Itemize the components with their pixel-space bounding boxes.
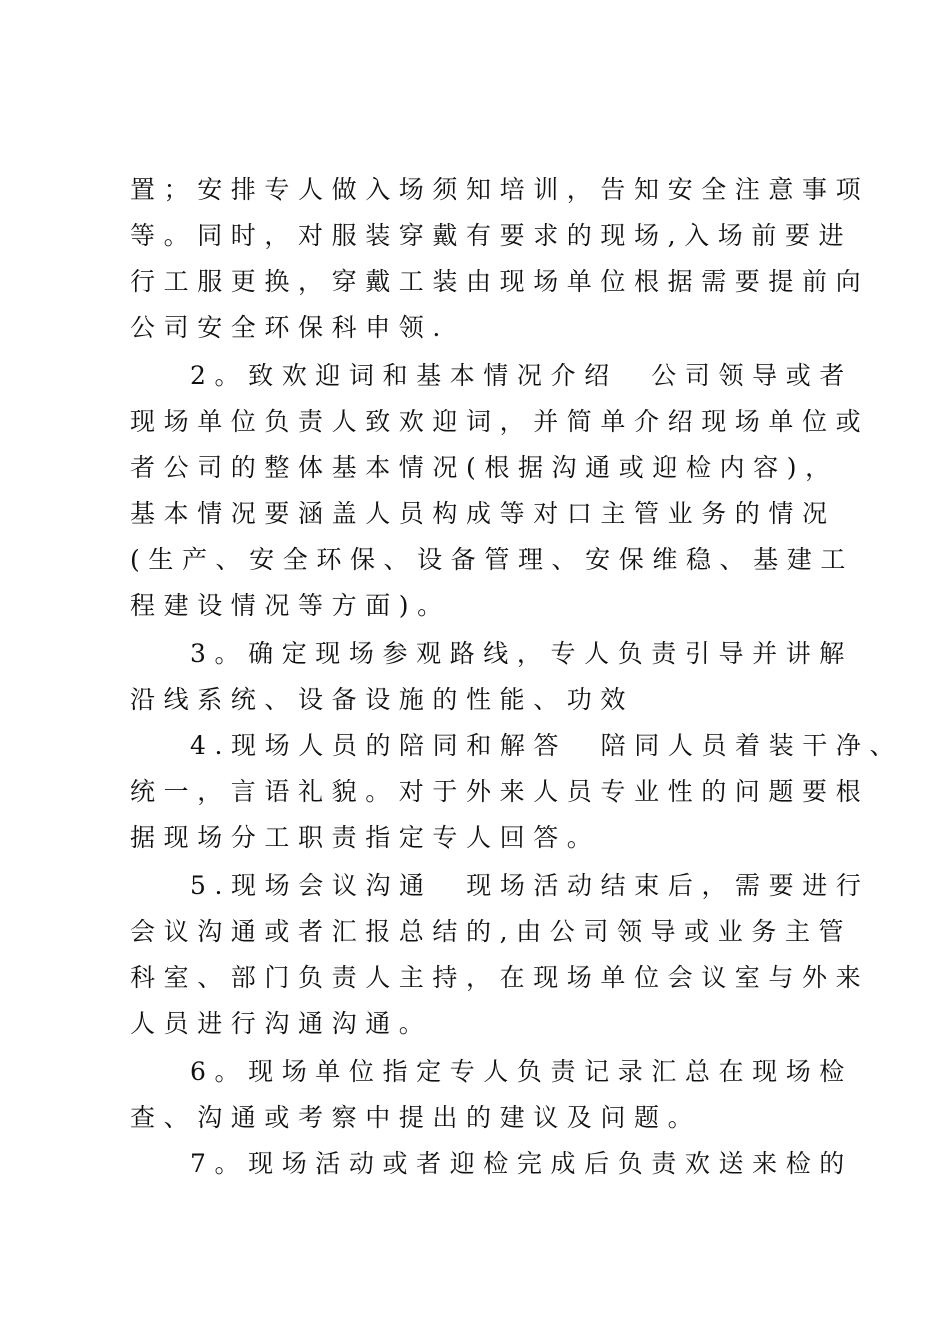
paragraph-heading-line: 3。确定现场参观路线，专人负责引导并讲解 <box>190 639 853 668</box>
text-line: 科室、部门负责人主持，在现场单位会议室与外来 <box>130 963 870 992</box>
text-line: 程建设情况等方面)。 <box>130 591 451 620</box>
text-line: 置；安排专人做入场须知培训，告知安全注意事项 <box>130 175 870 204</box>
text-line: 据现场分工职责指定专人回答。 <box>130 823 601 852</box>
text-line: 现场单位负责人致欢迎词，并简单介绍现场单位或 <box>130 407 870 436</box>
paragraph-heading-line: 4.现场人员的陪同和解答 陪同人员着装干净、 <box>190 731 904 760</box>
text-line: 等。同时，对服装穿戴有要求的现场,入场前要进 <box>130 221 853 250</box>
text-line: 会议沟通或者汇报总结的,由公司领导或业务主管 <box>130 917 853 946</box>
text-line: 沿线系统、设备设施的性能、功效 <box>130 685 635 714</box>
text-line: 人员进行沟通沟通。 <box>130 1009 433 1038</box>
text-line: 基本情况要涵盖人员构成等对口主管业务的情况 <box>130 499 836 528</box>
text-line: 查、沟通或考察中提出的建议及问题。 <box>130 1103 702 1132</box>
paragraph-heading-line: 5.现场会议沟通 现场活动结束后，需要进行 <box>190 871 870 900</box>
text-line: (生产、安全环保、设备管理、安保维稳、基建工 <box>130 545 854 574</box>
text-line: 统一，言语礼貌。对于外来人员专业性的问题要根 <box>130 777 870 806</box>
paragraph-heading-line: 6。现场单位指定专人负责记录汇总在现场检 <box>190 1057 853 1086</box>
text-line: 公司安全环保科申领. <box>130 313 449 342</box>
paragraph-heading-line: 2。致欢迎词和基本情况介绍 公司领导或者 <box>190 361 853 390</box>
paragraph-heading-line: 7。现场活动或者迎检完成后负责欢送来检的 <box>190 1149 853 1178</box>
text-line: 行工服更换，穿戴工装由现场单位根据需要提前向 <box>130 267 870 296</box>
text-line: 者公司的整体基本情况(根据沟通或迎检内容)， <box>130 453 839 482</box>
